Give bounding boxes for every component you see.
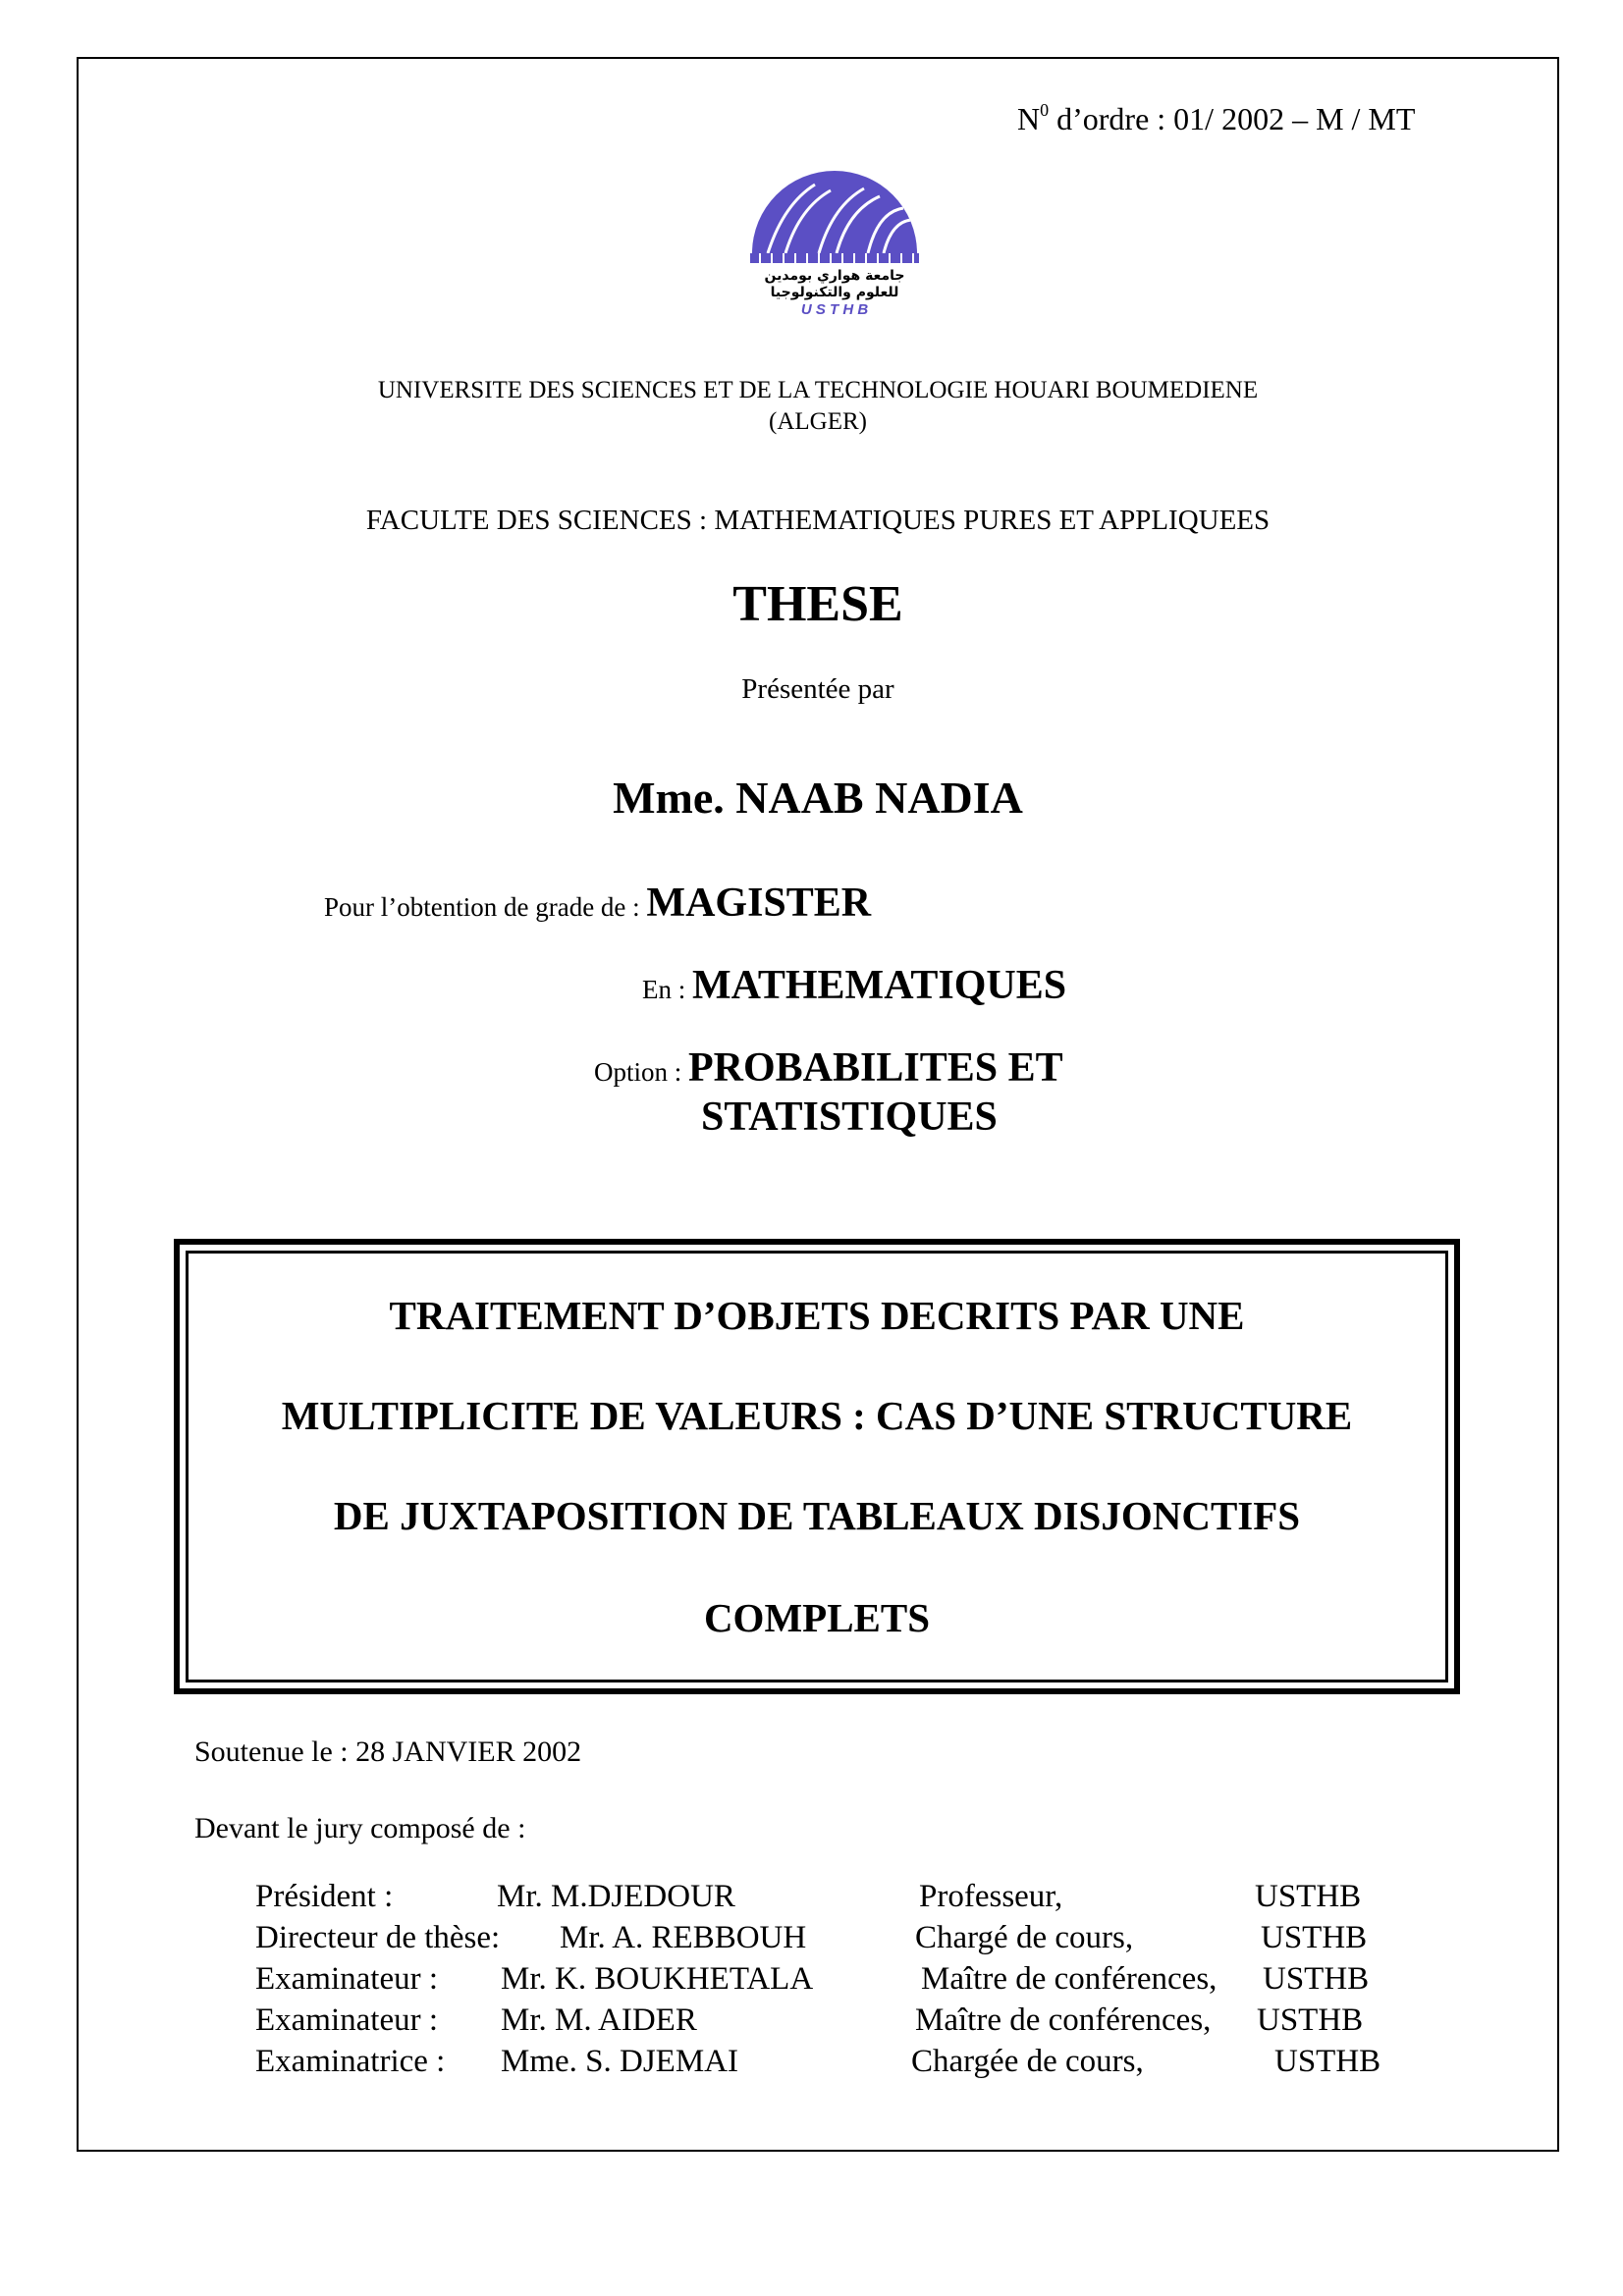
grade-label: Pour l’obtention de grade de : [324,892,647,922]
order-number: $N^0$ d’ordre : 01/ 2002 – M / MT [1017,100,1416,136]
jury-member-title: Chargée de cours, [911,2044,1144,2079]
jury-member-name: Mr. M.DJEDOUR [497,1879,735,1914]
jury-member-name: Mr. M. AIDER [501,2002,697,2038]
thesis-title-line1: TRAITEMENT D’OBJETS DECRITS PAR UNE [389,1293,1245,1338]
logo-acronym: U S T H B [800,301,869,318]
presented-by: Présentée par [741,673,894,705]
field-label: En : [642,975,692,1004]
jury-member-institution: USTHB [1257,2002,1364,2038]
thesis-title-line2: MULTIPLICITE DE VALEURS : CAS D’UNE STRUCTURE [281,1393,1353,1438]
usthb-logo [746,169,923,318]
university-name: UNIVERSITE DES SCIENCES ET DE LA TECHNOLOGIE HOUARI BOUMEDIENE [377,377,1259,403]
grade-row [324,880,871,927]
defense-date: Soutenue le : 28 JANVIER 2002 [194,1735,582,1768]
jury-member-name: Mme. S. DJEMAI [501,2044,739,2079]
jury-member-institution: USTHB [1263,1961,1370,1997]
jury-member-name: Mr. K. BOUKHETALA [501,1961,814,1997]
thesis-title-line3: DE JUXTAPOSITION DE TABLEAUX DISJONCTIFS [333,1493,1301,1538]
dome-icon [750,171,919,263]
jury-member-institution: USTHB [1274,2044,1381,2079]
option-row [594,1044,1063,1092]
grade-value: MAGISTER [646,881,872,926]
field-value: MATHEMATIQUES [692,963,1067,1008]
jury-role: Directeur de thèse: [255,1920,501,1955]
jury-member-institution: USTHB [1261,1920,1368,1955]
thesis-title-line4: COMPLETS [703,1595,931,1640]
university-city: (ALGER) [769,408,867,435]
document-type: THESE [732,576,903,632]
logo-arabic-line1: جامعة هواري بومدين [764,268,905,284]
jury-role: Examinateur : [255,2002,439,2038]
jury-member-title: Chargé de cours, [915,1920,1134,1955]
jury-member-title: Maître de conférences, [921,1961,1217,1997]
logo-arabic-line2: للعلوم والتكنولوجيا [770,285,899,300]
author-name: Mme. NAAB NADIA [613,773,1023,823]
option-label: Option : [594,1057,689,1087]
jury-member-institution: USTHB [1255,1879,1362,1914]
jury-member-name: Mr. A. REBBOUH [560,1920,807,1955]
field-row [642,962,1066,1009]
option-row-continued [701,1094,998,1141]
option-value-line1: PROBABILITES ET [688,1045,1063,1091]
jury-intro: Devant le jury composé de : [194,1812,526,1844]
jury-member-title: Maître de conférences, [915,2002,1212,2038]
jury-role: Examinatrice : [255,2044,446,2079]
jury-member-title: Professeur, [919,1879,1063,1914]
option-value-line2: STATISTIQUES [701,1095,998,1140]
jury-role: Examinateur : [255,1961,439,1997]
jury-role: Président : [255,1879,394,1914]
faculty-name: FACULTE DES SCIENCES : MATHEMATIQUES PURES ET APPLIQUEES [365,505,1271,536]
